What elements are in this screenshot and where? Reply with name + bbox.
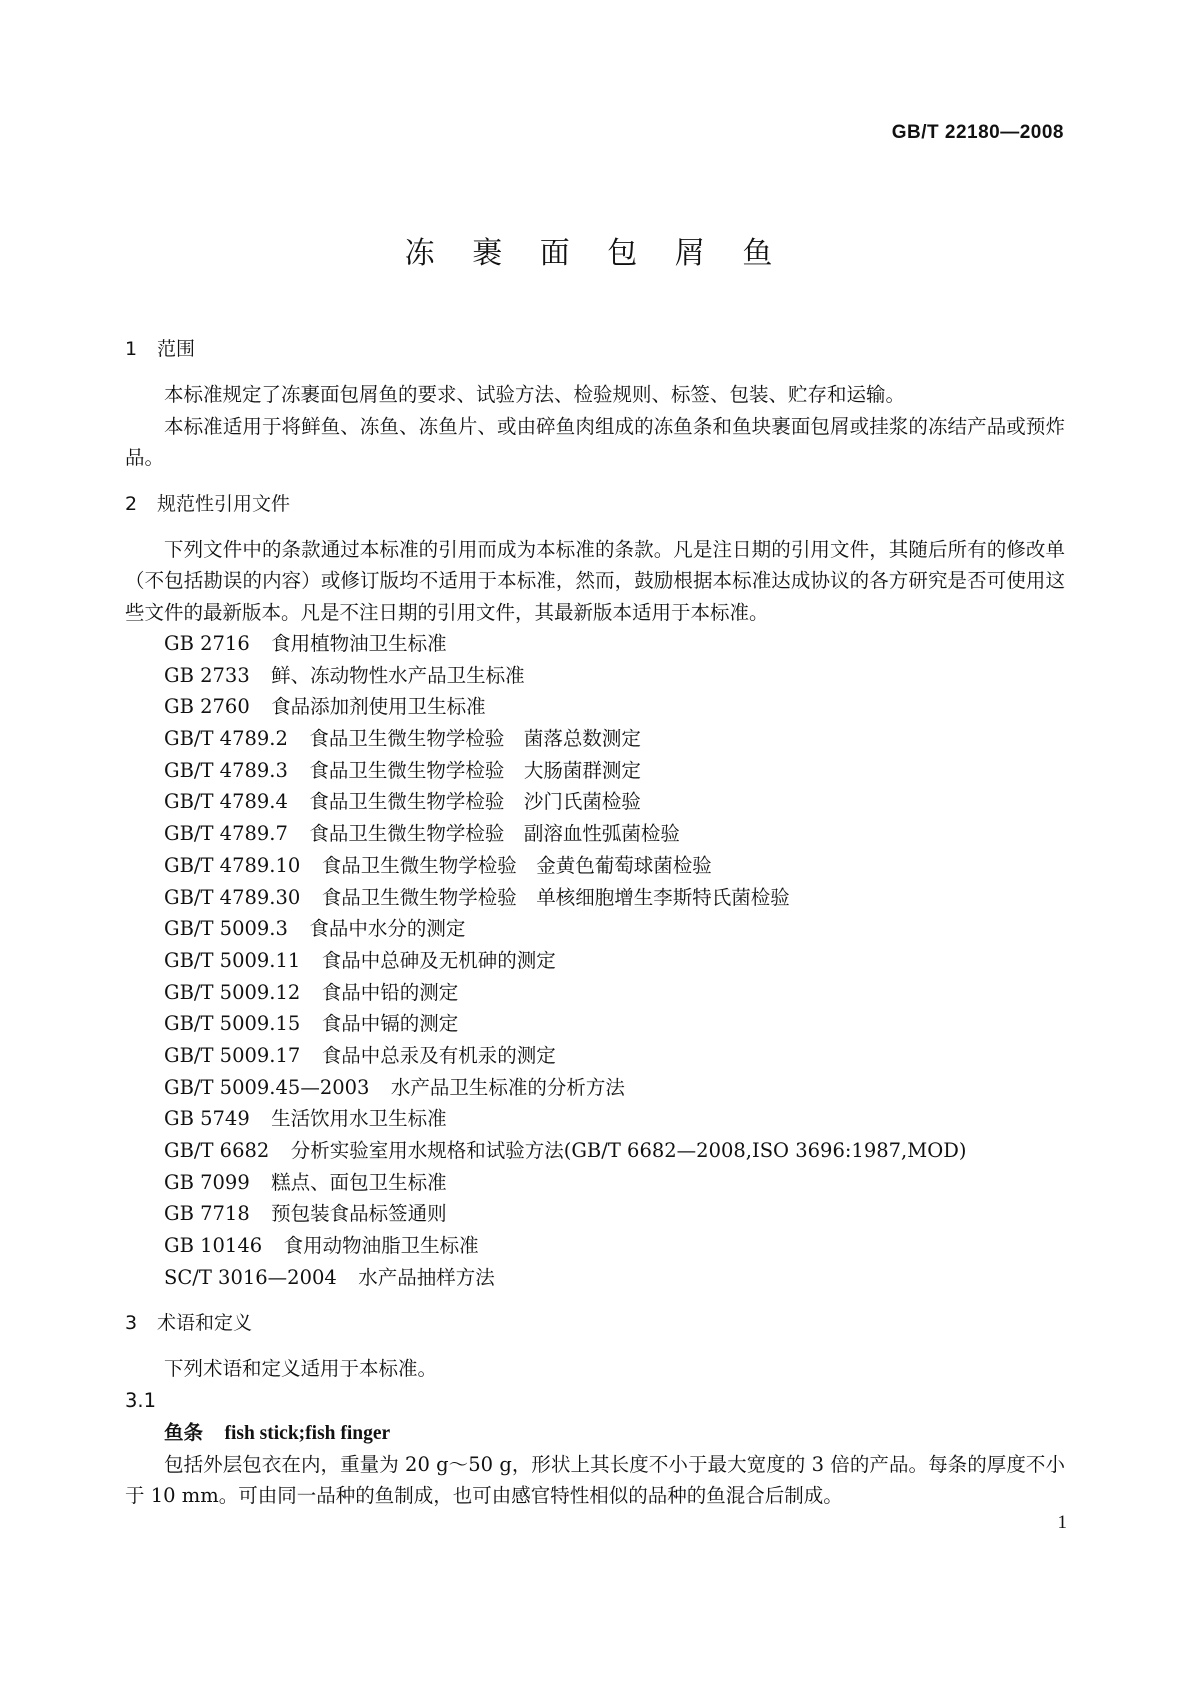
reference-code: GB/T 4789.2 bbox=[164, 727, 288, 751]
reference-name: 食品卫生微生物学检验 沙门氏菌检验 bbox=[309, 790, 641, 814]
reference-code: SC/T 3016—2004 bbox=[164, 1265, 337, 1289]
reference-code: GB/T 5009.12 bbox=[164, 980, 301, 1004]
reference-name: 食品卫生微生物学检验 副溶血性弧菌检验 bbox=[309, 822, 680, 846]
reference-item bbox=[125, 818, 1065, 850]
reference-name: 食品中总砷及无机砷的测定 bbox=[321, 948, 556, 972]
standard-code: GB/T 22180—2008 bbox=[891, 122, 1064, 143]
document-title: 冻 裹 面 包 屑 鱼 bbox=[404, 236, 787, 271]
reference-item bbox=[125, 1103, 1065, 1135]
page-number: 1 bbox=[1057, 1512, 1067, 1533]
reference-name: 食品中总汞及有机汞的测定 bbox=[321, 1043, 556, 1067]
section-title: 范围 bbox=[157, 338, 196, 360]
reference-item bbox=[125, 977, 1065, 1009]
reference-item bbox=[125, 723, 1065, 755]
reference-code: GB 2716 bbox=[164, 632, 250, 655]
reference-name: 食品中铅的测定 bbox=[321, 980, 459, 1004]
reference-name: 食品中水分的测定 bbox=[309, 917, 466, 941]
section-heading-terms bbox=[125, 1307, 1065, 1339]
references-intro: 下列文件中的条款通过本标准的引用而成为本标准的条款。凡是注日期的引用文件，其随后所有的修改单（不包括勘误的内容）或修订版均不适用于本标准，然而，鼓励根据本标准达成协议的各方研究是否可使用这些文件的最新版本。凡是不注日期的引用文件，其最新版本适用于本标准。 bbox=[125, 537, 1065, 624]
reference-code: GB/T 5009.3 bbox=[164, 917, 288, 941]
reference-code: GB/T 5009.15 bbox=[164, 1012, 301, 1036]
reference-item bbox=[125, 1135, 1065, 1167]
reference-code: GB/T 5009.45—2003 bbox=[164, 1075, 370, 1099]
reference-code: GB 2760 bbox=[164, 695, 250, 719]
reference-item bbox=[125, 1230, 1065, 1262]
reference-item bbox=[125, 1040, 1065, 1072]
reference-item bbox=[125, 755, 1065, 787]
reference-item bbox=[125, 882, 1065, 914]
reference-code: GB/T 4789.10 bbox=[164, 853, 301, 877]
reference-code: GB/T 4789.30 bbox=[164, 885, 301, 909]
reference-code: GB/T 5009.11 bbox=[164, 948, 301, 972]
reference-name: 食品添加剂使用卫生标准 bbox=[271, 695, 486, 719]
document-body bbox=[125, 333, 1065, 1512]
reference-code: GB/T 4789.3 bbox=[164, 758, 288, 782]
reference-item bbox=[125, 1262, 1065, 1294]
section-title: 规范性引用文件 bbox=[157, 492, 291, 515]
reference-name: 水产品抽样方法 bbox=[358, 1265, 495, 1289]
reference-item bbox=[125, 1198, 1065, 1230]
reference-item bbox=[125, 945, 1065, 977]
reference-code: GB 7099 bbox=[164, 1170, 250, 1194]
reference-item bbox=[125, 1008, 1065, 1040]
reference-code: GB/T 5009.17 bbox=[164, 1043, 301, 1067]
scope-paragraph: 本标准规定了冻裹面包屑鱼的要求、试验方法、检验规则、标签、包装、贮存和运输。 bbox=[164, 383, 906, 406]
reference-name: 预包装食品标签通则 bbox=[271, 1202, 447, 1226]
term-entry bbox=[125, 1417, 1065, 1449]
reference-item bbox=[125, 1072, 1065, 1104]
section-heading-normative-references bbox=[125, 488, 1065, 520]
reference-name: 食品卫生微生物学检验 单核细胞增生李斯特氏菌检验 bbox=[321, 885, 790, 909]
reference-item bbox=[125, 786, 1065, 818]
reference-code: GB 5749 bbox=[164, 1107, 250, 1131]
reference-code: GB/T 4789.4 bbox=[164, 790, 288, 814]
reference-code: GB/T 4789.7 bbox=[164, 822, 288, 846]
terms-intro: 下列术语和定义适用于本标准。 bbox=[164, 1357, 438, 1381]
reference-name: 水产品卫生标准的分析方法 bbox=[390, 1075, 625, 1099]
reference-item bbox=[125, 1167, 1065, 1199]
section-number: 1 bbox=[125, 338, 138, 360]
reference-name: 鲜、冻动物性水产品卫生标准 bbox=[271, 663, 525, 687]
reference-name: 食品卫生微生物学检验 菌落总数测定 bbox=[309, 727, 641, 751]
reference-name: 生活饮用水卫生标准 bbox=[271, 1107, 447, 1131]
reference-item bbox=[125, 850, 1065, 882]
term-chinese: 鱼条 bbox=[164, 1420, 204, 1444]
scope-paragraph: 本标准适用于将鲜鱼、冻鱼、冻鱼片、或由碎鱼肉组成的冻鱼条和鱼块裹面包屑或挂浆的冻结产品或预炸品。 bbox=[125, 414, 1065, 469]
clause-number: 3.1 bbox=[125, 1388, 157, 1412]
reference-name: 糕点、面包卫生标准 bbox=[271, 1170, 447, 1194]
reference-code: GB/T 6682 bbox=[164, 1139, 270, 1162]
reference-name: 食品卫生微生物学检验 金黄色葡萄球菌检验 bbox=[321, 853, 712, 877]
reference-item bbox=[125, 628, 1065, 660]
reference-name: 分析实验室用水规格和试验方法(GB/T 6682—2008,ISO 3696:1987,MOD) bbox=[290, 1139, 967, 1162]
reference-code: GB 2733 bbox=[164, 663, 250, 687]
section-number: 3 bbox=[125, 1312, 138, 1335]
section-title: 术语和定义 bbox=[157, 1312, 253, 1335]
reference-name: 食用植物油卫生标准 bbox=[271, 632, 447, 655]
reference-item bbox=[125, 660, 1065, 692]
reference-list bbox=[125, 628, 1065, 1293]
reference-name: 食用动物油脂卫生标准 bbox=[283, 1234, 479, 1258]
term-definition: 包括外层包衣在内，重量为 20 g～50 g，形状上其长度不小于最大宽度的 3 倍的产品。每条的厚度不小于 10 mm。可由同一品种的鱼制成，也可由感官特性相似的品种的鱼混合后制成。 bbox=[125, 1452, 1065, 1508]
section-number: 2 bbox=[125, 492, 138, 515]
reference-item bbox=[125, 913, 1065, 945]
term-english: fish stick;fish finger bbox=[224, 1422, 391, 1444]
section-heading-scope bbox=[125, 333, 1065, 365]
reference-name: 食品中镉的测定 bbox=[321, 1012, 459, 1036]
reference-name: 食品卫生微生物学检验 大肠菌群测定 bbox=[309, 758, 641, 782]
reference-code: GB 7718 bbox=[164, 1202, 250, 1226]
reference-code: GB 10146 bbox=[164, 1234, 263, 1258]
reference-item bbox=[125, 691, 1065, 723]
